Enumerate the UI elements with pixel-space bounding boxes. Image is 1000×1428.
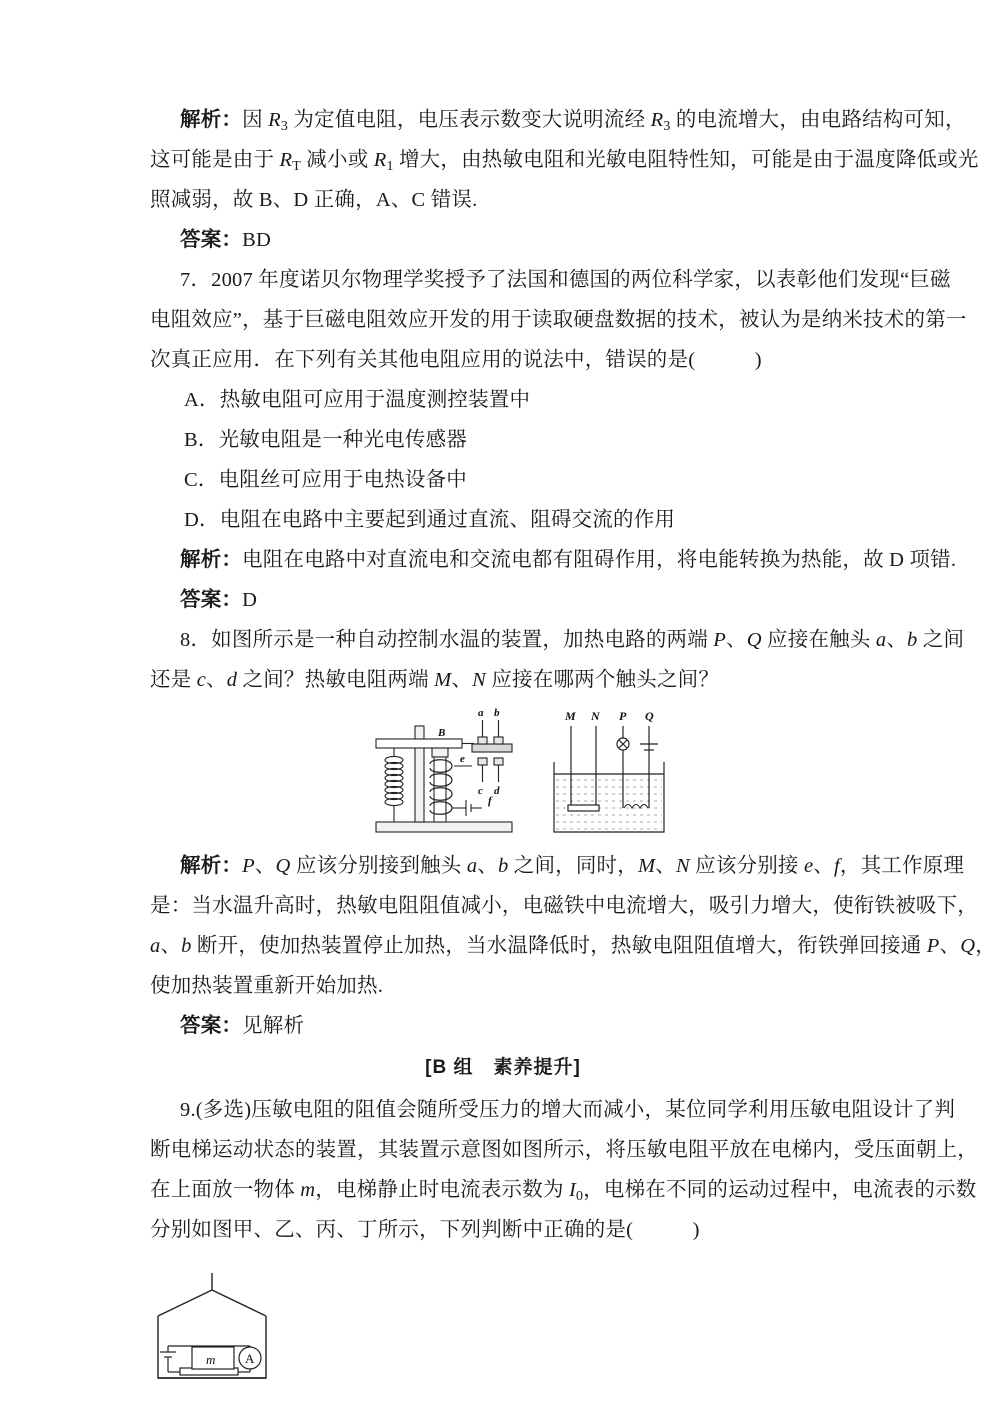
q9-number: 9. [180,1099,196,1121]
q7-answer-value: D [242,589,258,611]
label-M: M [565,709,576,723]
q8-solution-line-2: 是：当水温升高时，热敏电阻阻值减小，电磁铁中电流增大，吸引力增大，使衔铁被吸下， [150,895,978,917]
q7-option-d[interactable]: D．电阻在电路中主要起到通过直流、阻碍交流的作用 [184,509,676,531]
label-P: P [619,709,627,723]
q7-option-a[interactable]: A．热敏电阻可应用于温度测控装置中 [184,389,531,411]
q9-stem-line-3: 在上面放一物体 m，电梯静止时电流表示数为 I0，电梯在不同的运动过程中，电流表的示数 [150,1179,977,1204]
solution-label: 解析： [180,549,243,571]
q9-figure [150,1250,856,1420]
q6-solution-line-3: 照减弱，故 B、D 正确，A、C 错误. [150,189,478,211]
label-ammeter-A: A [245,1351,255,1366]
group-b-heading: [B 组 素养提升] [425,1057,581,1078]
solution-label: 解析： [180,109,243,131]
q7-stem-text-3: 次真正应用．在下列有关其他电阻应用的说法中，错误的是( [150,349,696,371]
q7-answer-line [150,580,856,620]
q8-stem-line-2: 还是 c、d 之间？热敏电阻两端 M、N 应接在哪两个触头之间？ [150,669,720,691]
label-B: B [438,727,446,739]
q9-stem-line-1 [150,1090,956,1130]
answer-label: 答案： [180,229,243,251]
q8-stem-line-1 [150,620,965,660]
q7-stem-line-2: 电阻效应”，基于巨磁电阻效应开发的用于读取硬盘数据的技术，被认为是纳米技术的第一 [150,309,967,331]
answer-label: 答案： [180,1015,243,1037]
q7-option-c[interactable]: C．电阻丝可应用于电热设备中 [184,469,467,491]
q6-solution-text-1: 因 R3 为定值电阻，电压表示数变大说明流经 R3 的电流增大，由电路结构可知， [242,109,966,134]
label-c: c [478,785,483,797]
q7-stem-text-1: 2007 年度诺贝尔物理学奖授予了法国和德国的两位科学家，以表彰他们发现“巨磁 [211,269,951,291]
q6-solution-line-1 [150,100,966,140]
q7-stem-line-1 [150,260,951,300]
q9-answer-blank [633,1219,692,1241]
q6-answer-value: BD [242,229,271,251]
q8-answer-value: 见解析 [242,1015,305,1037]
label-a: a [478,707,484,719]
solution-label: 解析： [180,855,243,877]
q8-solution-line-3: a、b 断开，使加热装置停止加热，当水温降低时，热敏电阻阻值增大，衔铁弹回接通 P、Q， [150,935,996,957]
q8-stem-text-1: 如图所示是一种自动控制水温的装置，加热电路的两端 P、Q 应接在触头 a、b 之间 [211,629,965,651]
label-N: N [591,709,600,723]
page-content [150,100,996,1420]
q9-stem-line-4 [150,1210,856,1250]
q9-stem-text-4: 分别如图甲、乙、丙、丁所示，下列判断中正确的是( [150,1219,634,1241]
q7-option-b[interactable]: B．光敏电阻是一种光电传感器 [184,429,467,451]
q7-answer-blank [695,349,754,371]
label-b: b [494,707,500,719]
q7-solution-text: 电阻在电路中对直流电和交流电都有阻碍作用，将电能转换为热能，故 D 项错. [242,549,957,571]
q8-solution-line-1 [150,846,965,886]
label-f: f [488,795,492,807]
q7-number: 7． [180,269,212,291]
q7-stem-line-3 [150,340,856,380]
q9-stem-paren-close: ) [692,1219,700,1241]
q8-number: 8． [180,629,212,651]
label-e: e [460,753,465,765]
q9-stem-line-2: 断电梯运动状态的装置，其装置示意图如图所示，将压敏电阻平放在电梯内，受压面朝上， [150,1139,978,1161]
answer-label: 答案： [180,589,243,611]
q6-solution-line-2: 这可能是由于 RT 减小或 R1 增大，由热敏电阻和光敏电阻特性知，可能是由于温度降低或光 [150,149,979,174]
label-Q: Q [645,709,654,723]
q9-stem-text-1: 压敏电阻的阻值会随所受压力的增大而减小，某位同学利用压敏电阻设计了判 [251,1099,956,1121]
q6-answer-line [150,220,856,260]
q7-solution-line [150,540,957,580]
label-block-m: m [206,1352,216,1367]
q8-solution-line-4: 使加热装置重新开始加热. [150,975,384,997]
q8-figure [150,700,856,846]
q8-answer-line [150,1006,856,1046]
q7-stem-paren-close: ) [754,349,762,371]
label-d: d [494,785,500,797]
elevator-pressure-sensor-circuit [142,1268,322,1428]
q8-solution-text-1: P、Q 应该分别接到触头 a、b 之间，同时，M、N 应该分别接 e、f，其工作原理 [242,855,965,877]
automatic-water-temperature-control-diagram [368,704,678,844]
q9-multi-tag: (多选) [195,1099,252,1121]
